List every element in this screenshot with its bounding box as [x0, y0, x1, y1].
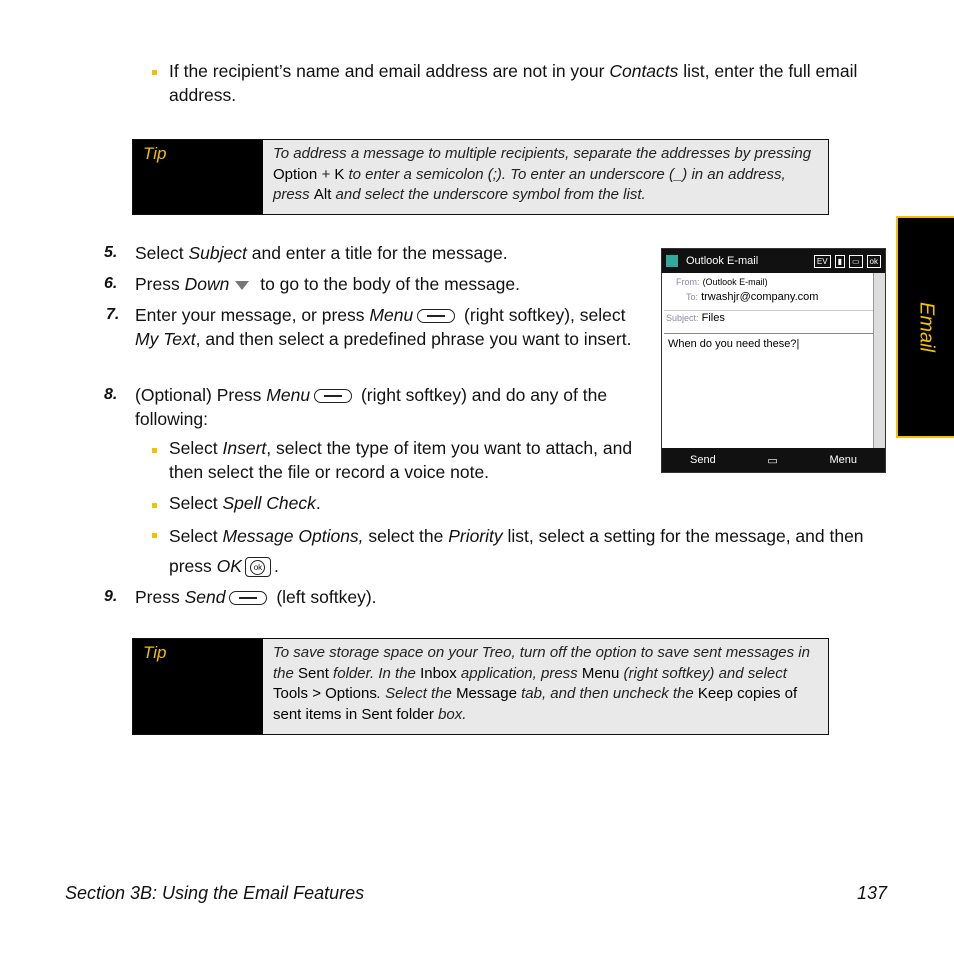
footer-section: Section 3B: Using the Email Features — [65, 883, 365, 903]
windows-start-icon — [666, 255, 678, 267]
phone-title: Outlook E-mail — [686, 255, 759, 267]
bullet-marker — [152, 533, 157, 538]
step-7-text: Enter your message, or press Menu (right softkey), select My Text, and then select a predefined phrase you want to insert. — [135, 305, 632, 349]
step-8-options-text: Select Message Options, select the Priority list, select a setting for the message, and then press OK ok . — [169, 526, 864, 576]
message-body[interactable]: When do you need these?| — [668, 338, 800, 350]
step-number: 5. — [104, 244, 118, 261]
signal-icon: ▮ — [835, 255, 845, 268]
intro-bullet-text: If the recipient’s name and email address are not in your Contacts list, enter the full email address. — [169, 61, 858, 105]
step-number: 7. — [106, 306, 120, 323]
ok-button[interactable]: ok — [867, 255, 881, 268]
tip-box-addressing — [132, 139, 829, 215]
bullet-marker — [152, 448, 157, 453]
phone-screenshot — [661, 248, 886, 473]
softkey-icon — [314, 389, 352, 403]
tip-label: Tip — [133, 140, 263, 214]
softkey-bar — [662, 448, 885, 472]
phone-title-bar — [662, 249, 885, 273]
ok-key-icon: ok — [245, 557, 271, 577]
to-row[interactable]: To: trwashjr@company.com — [686, 291, 819, 303]
step-8-text: (Optional) Press Menu (right softkey) and do any of the following: — [135, 385, 608, 429]
battery-icon: ▭ — [849, 255, 863, 268]
tip-text: To save storage space on your Treo, turn off the option to save sent messages in the Sent folder. In the Inbox application, press Menu (right softkey) and select Tools > Options. Select the Message tab, and then uncheck the Keep copies of sent items in Sent folder box. — [263, 639, 828, 734]
bullet-marker — [152, 70, 157, 75]
down-arrow-icon — [235, 281, 249, 290]
step-number: 6. — [104, 275, 118, 292]
step-number: 9. — [104, 588, 118, 605]
from-row: From: (Outlook E-mail) — [676, 277, 768, 287]
subject-row[interactable]: Subject: Files — [666, 312, 725, 324]
chapter-side-tab — [896, 216, 954, 438]
softkey-icon — [229, 591, 267, 605]
step-5-text: Select Subject and enter a title for the message. — [135, 243, 508, 263]
tip-box-storage — [132, 638, 829, 735]
step-6-text: Press Down to go to the body of the message. — [135, 274, 520, 294]
network-icon: EV — [814, 255, 831, 268]
side-tab-label: Email — [915, 301, 938, 353]
softkey-icon — [417, 309, 455, 323]
page-number: 137 — [857, 883, 888, 903]
step-8-spell-text: Select Spell Check. — [169, 493, 321, 513]
menu-softkey[interactable]: Menu — [829, 454, 857, 466]
step-number: 8. — [104, 386, 118, 403]
keyboard-icon[interactable]: ▭ — [767, 454, 778, 467]
step-8-insert-text: Select Insert, select the type of item you want to attach, and then select the file or record a voice note. — [169, 438, 633, 482]
status-icons — [814, 255, 881, 268]
bullet-marker — [152, 503, 157, 508]
scrollbar[interactable] — [873, 273, 885, 448]
tip-text: To address a message to multiple recipients, separate the addresses by pressing Option + K to enter a semicolon (;). To enter an underscore (_) in an address, press Alt and select the underscore symbol from the list. — [263, 140, 828, 214]
step-9-text: Press Send (left softkey). — [135, 587, 377, 607]
send-softkey[interactable]: Send — [690, 454, 716, 466]
tip-label: Tip — [133, 639, 263, 734]
